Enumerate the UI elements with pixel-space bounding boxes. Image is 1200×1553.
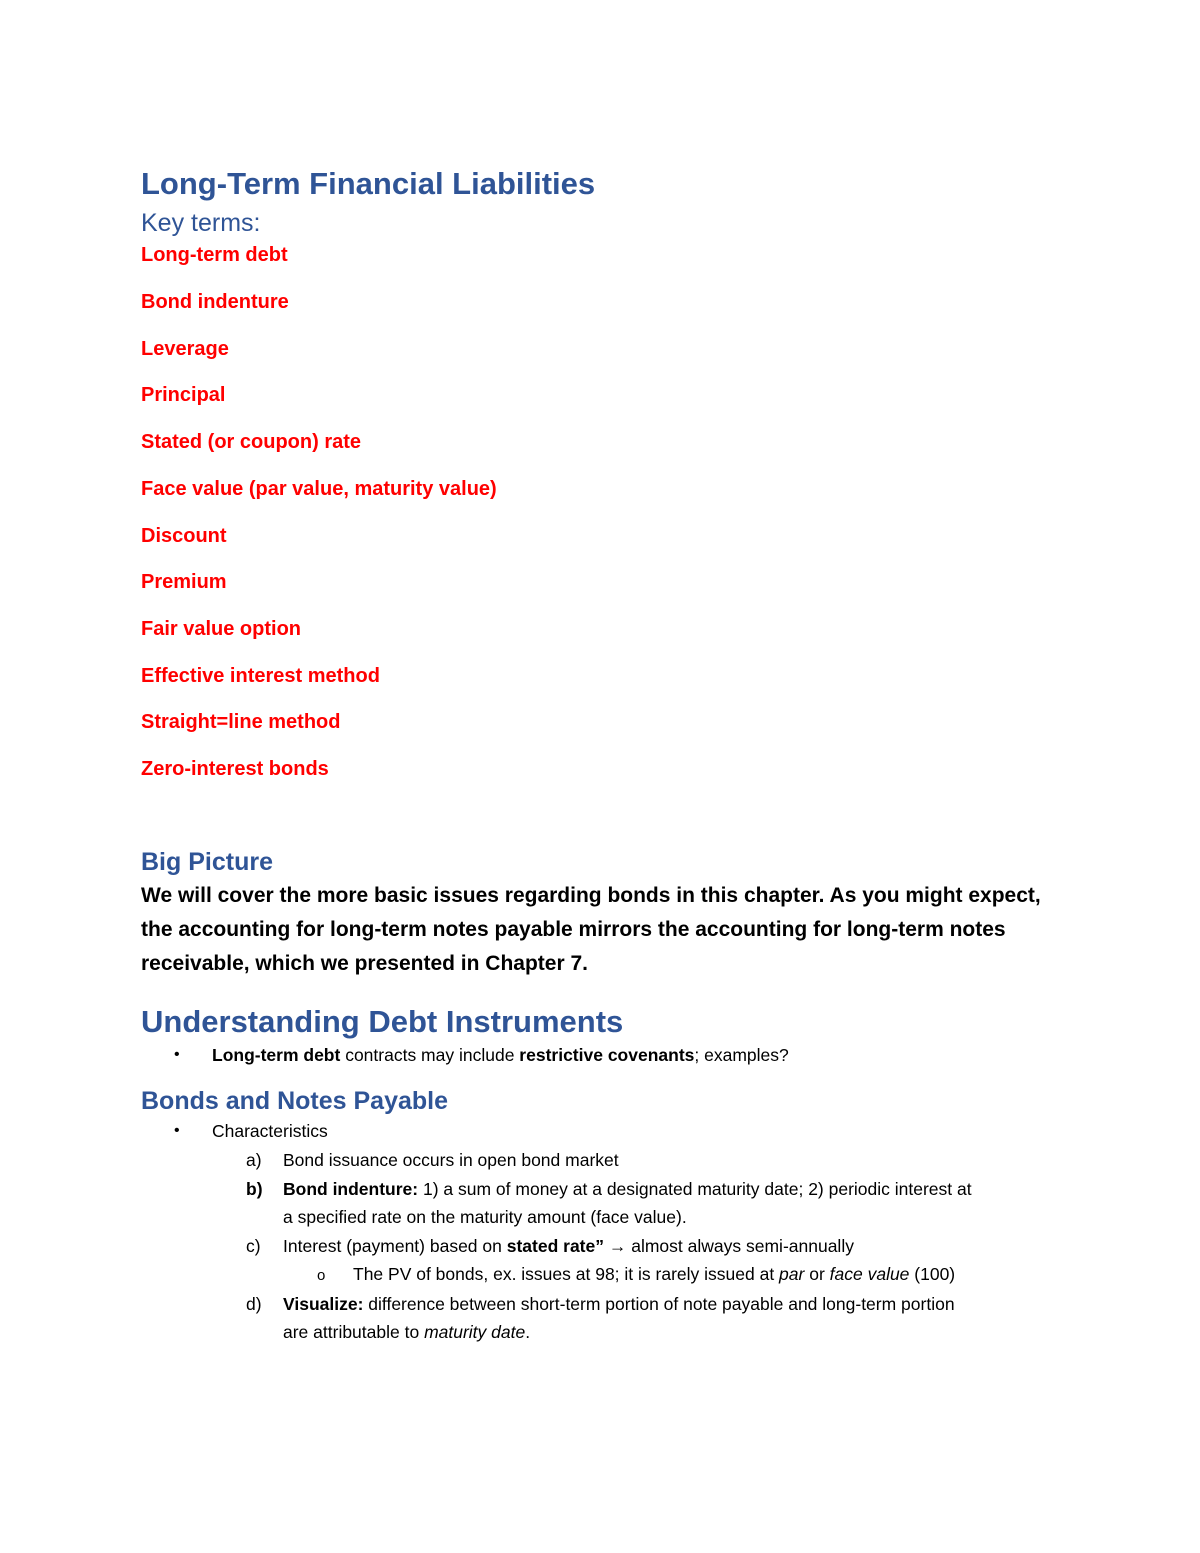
text-run: The PV of bonds, ex. issues at 98; it is rarely issued at bbox=[353, 1264, 780, 1284]
sub-bullet-icon: o bbox=[317, 1267, 326, 1284]
bullet-text: Characteristics bbox=[212, 1121, 328, 1141]
term-maturity-date: maturity date bbox=[424, 1322, 526, 1342]
text-run: . bbox=[525, 1322, 531, 1342]
big-picture-heading: Big Picture bbox=[141, 848, 273, 876]
term-visualize: Visualize: bbox=[283, 1294, 364, 1314]
term-par: par bbox=[779, 1264, 805, 1284]
key-term: Bond indenture bbox=[141, 291, 289, 313]
text-run: difference between short-term portion of note payable and long-term portion bbox=[363, 1294, 955, 1314]
text-run: (100) bbox=[909, 1264, 956, 1284]
list-label: d) bbox=[246, 1294, 262, 1314]
bullet-text bbox=[212, 1047, 789, 1065]
list-label: c) bbox=[246, 1236, 261, 1256]
term-face-value: face value bbox=[829, 1264, 910, 1284]
bonds-heading: Bonds and Notes Payable bbox=[141, 1087, 449, 1115]
arrow-right-icon: → bbox=[604, 1236, 632, 1256]
understanding-heading: Understanding Debt Instruments bbox=[141, 1004, 624, 1039]
key-terms-heading: Key terms: bbox=[141, 209, 261, 237]
text-run: 1) a sum of money at a designated maturity date; 2) periodic interest at bbox=[418, 1179, 972, 1199]
key-term: Stated (or coupon) rate bbox=[141, 431, 362, 453]
key-term: Leverage bbox=[141, 338, 229, 360]
key-term: Straight=line method bbox=[141, 711, 341, 733]
list-item bbox=[283, 1181, 972, 1199]
list-item: Bond issuance occurs in open bond market bbox=[283, 1150, 619, 1170]
key-term: Fair value option bbox=[141, 618, 302, 640]
sub-list-item bbox=[353, 1266, 955, 1284]
text-run: or bbox=[804, 1264, 830, 1284]
list-item-continuation: a specified rate on the maturity amount (face value). bbox=[283, 1207, 687, 1227]
paragraph-line: receivable, which we presented in Chapter 7. bbox=[141, 952, 588, 975]
list-item bbox=[283, 1296, 955, 1314]
key-term: Discount bbox=[141, 525, 227, 547]
list-item-continuation bbox=[283, 1324, 530, 1342]
key-term: Long-term debt bbox=[141, 244, 288, 266]
term-restrictive-covenants: restrictive covenants bbox=[519, 1045, 695, 1065]
key-term: Zero-interest bonds bbox=[141, 758, 329, 780]
list-label: b) bbox=[246, 1179, 263, 1199]
bullet-icon: • bbox=[174, 1046, 180, 1063]
text-run: contracts may include bbox=[340, 1045, 520, 1065]
paragraph-line: the accounting for long-term notes payable mirrors the accounting for long-term notes bbox=[141, 918, 1006, 941]
term-stated-rate: stated rate” bbox=[506, 1236, 604, 1256]
key-term: Principal bbox=[141, 384, 226, 406]
term-bond-indenture: Bond indenture: bbox=[283, 1179, 419, 1199]
text-run: Interest (payment) based on bbox=[283, 1236, 507, 1256]
term-long-term-debt: Long-term debt bbox=[212, 1045, 341, 1065]
paragraph-line: We will cover the more basic issues regarding bonds in this chapter. As you might expect, bbox=[141, 884, 1041, 907]
list-item bbox=[283, 1238, 854, 1256]
text-run: are attributable to bbox=[283, 1322, 425, 1342]
text-run: ; examples? bbox=[694, 1045, 789, 1065]
document-title: Long-Term Financial Liabilities bbox=[141, 166, 596, 201]
bullet-icon: • bbox=[174, 1122, 180, 1139]
list-label: a) bbox=[246, 1150, 262, 1170]
text-run: almost always semi-annually bbox=[631, 1236, 854, 1256]
key-term: Face value (par value, maturity value) bbox=[141, 478, 497, 500]
key-term: Effective interest method bbox=[141, 665, 380, 687]
key-term: Premium bbox=[141, 571, 227, 593]
